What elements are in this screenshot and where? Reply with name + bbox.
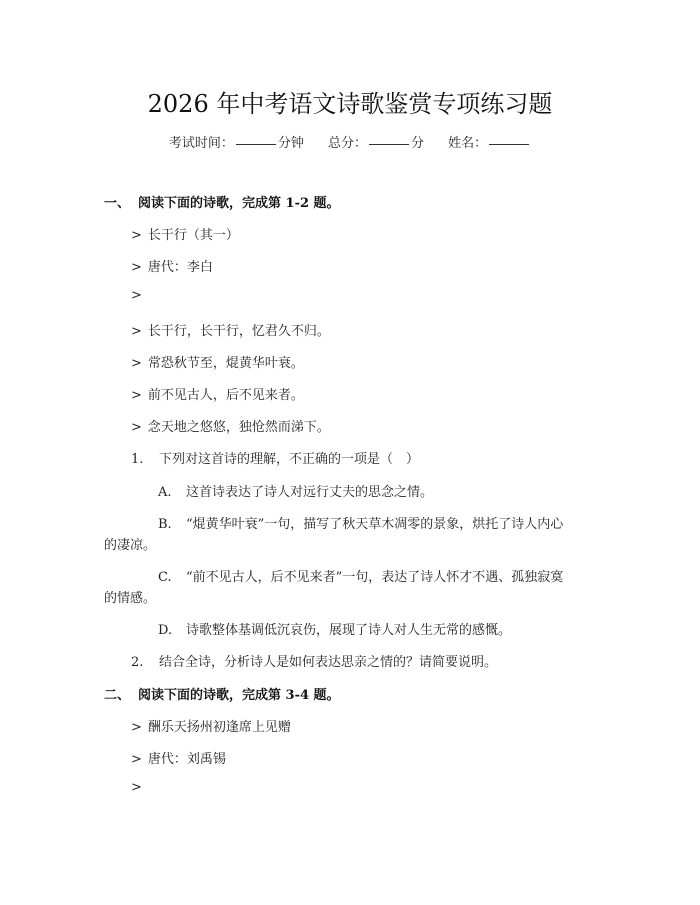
section-heading-2 — [104, 684, 340, 703]
bullet-marker: > — [131, 720, 142, 735]
question-2 — [131, 651, 497, 670]
exam-meta — [0, 132, 700, 151]
poem-line — [131, 716, 291, 735]
poem-text: 念天地之悠悠，独怆然而涕下。 — [147, 420, 330, 435]
bullet-marker: > — [131, 388, 142, 403]
poem-author: 唐代：刘禹锡 — [147, 752, 226, 767]
exam-time — [169, 136, 308, 151]
option-label: D. — [158, 623, 173, 638]
score-label: 总分： — [327, 136, 367, 151]
option-c[interactable] — [158, 566, 563, 585]
question-1 — [131, 448, 419, 467]
poem-line — [131, 416, 330, 435]
question-number: 2. — [131, 655, 144, 670]
poem-title: 长干行（其一） — [147, 228, 239, 243]
option-label: B. — [158, 517, 172, 532]
poem-title: 酬乐天扬州初逢席上见赠 — [147, 720, 291, 735]
option-label: C. — [158, 570, 172, 585]
poem-line — [131, 384, 304, 403]
option-c-continuation: 的情感。 — [104, 591, 157, 606]
option-text: “焜黄华叶衰”一句，描写了秋天草木凋零的景象，烘托了诗人内心 — [186, 517, 564, 532]
name-label: 姓名： — [448, 136, 488, 151]
poem-text: 前不见古人，后不见来者。 — [147, 388, 304, 403]
bullet-marker: > — [131, 420, 142, 435]
question-number: 1. — [131, 452, 144, 467]
poem-line — [131, 320, 330, 339]
section-number: 二、 — [104, 688, 131, 703]
poem-line — [131, 288, 148, 303]
bullet-marker: > — [131, 752, 142, 767]
poem-line — [131, 256, 213, 275]
score-blank[interactable] — [369, 144, 409, 145]
poem-text: 常恐秋节至，焜黄华叶衰。 — [147, 356, 304, 371]
bullet-marker: > — [131, 324, 142, 339]
section-title: 阅读下面的诗歌，完成第 1-2 题。 — [138, 196, 340, 211]
student-name — [448, 136, 531, 151]
time-blank[interactable] — [236, 144, 276, 145]
option-text: 诗歌整体基调低沉哀伤，展现了诗人对人生无常的感慨。 — [186, 623, 512, 638]
bullet-marker: > — [131, 780, 142, 795]
poem-line — [131, 780, 148, 795]
bullet-marker: > — [131, 260, 142, 275]
page-title: 2026 年中考语文诗歌鉴赏专项练习题 — [147, 90, 553, 118]
exam-score — [328, 136, 428, 151]
question-text: 结合全诗，分析诗人是如何表达思亲之情的？请简要说明。 — [159, 655, 498, 670]
section-number: 一、 — [104, 196, 131, 211]
option-a[interactable] — [158, 481, 433, 500]
option-text: “前不见古人，后不见来者”一句，表达了诗人怀才不遇、孤独寂寞 — [186, 570, 564, 585]
bullet-marker: > — [131, 288, 142, 303]
time-label: 考试时间： — [168, 136, 234, 151]
question-text: 下列对这首诗的理解，不正确的一项是（ ） — [159, 452, 420, 467]
bullet-marker: > — [131, 228, 142, 243]
poem-line — [131, 224, 239, 243]
poem-text: 长干行，长干行，忆君久不归。 — [147, 324, 330, 339]
time-unit: 分钟 — [277, 136, 304, 151]
option-b-continuation: 的凄凉。 — [104, 538, 157, 553]
option-text: 这首诗表达了诗人对远行丈夫的思念之情。 — [186, 485, 434, 500]
option-b[interactable] — [158, 513, 563, 532]
bullet-marker: > — [131, 356, 142, 371]
poem-author: 唐代：李白 — [147, 260, 213, 275]
section-title: 阅读下面的诗歌，完成第 3-4 题。 — [138, 688, 340, 703]
section-heading-1 — [104, 192, 340, 211]
poem-line — [131, 748, 226, 767]
score-unit: 分 — [411, 136, 425, 151]
option-d[interactable] — [158, 619, 511, 638]
name-blank[interactable] — [489, 144, 529, 145]
option-label: A. — [158, 485, 172, 500]
poem-line — [131, 352, 304, 371]
